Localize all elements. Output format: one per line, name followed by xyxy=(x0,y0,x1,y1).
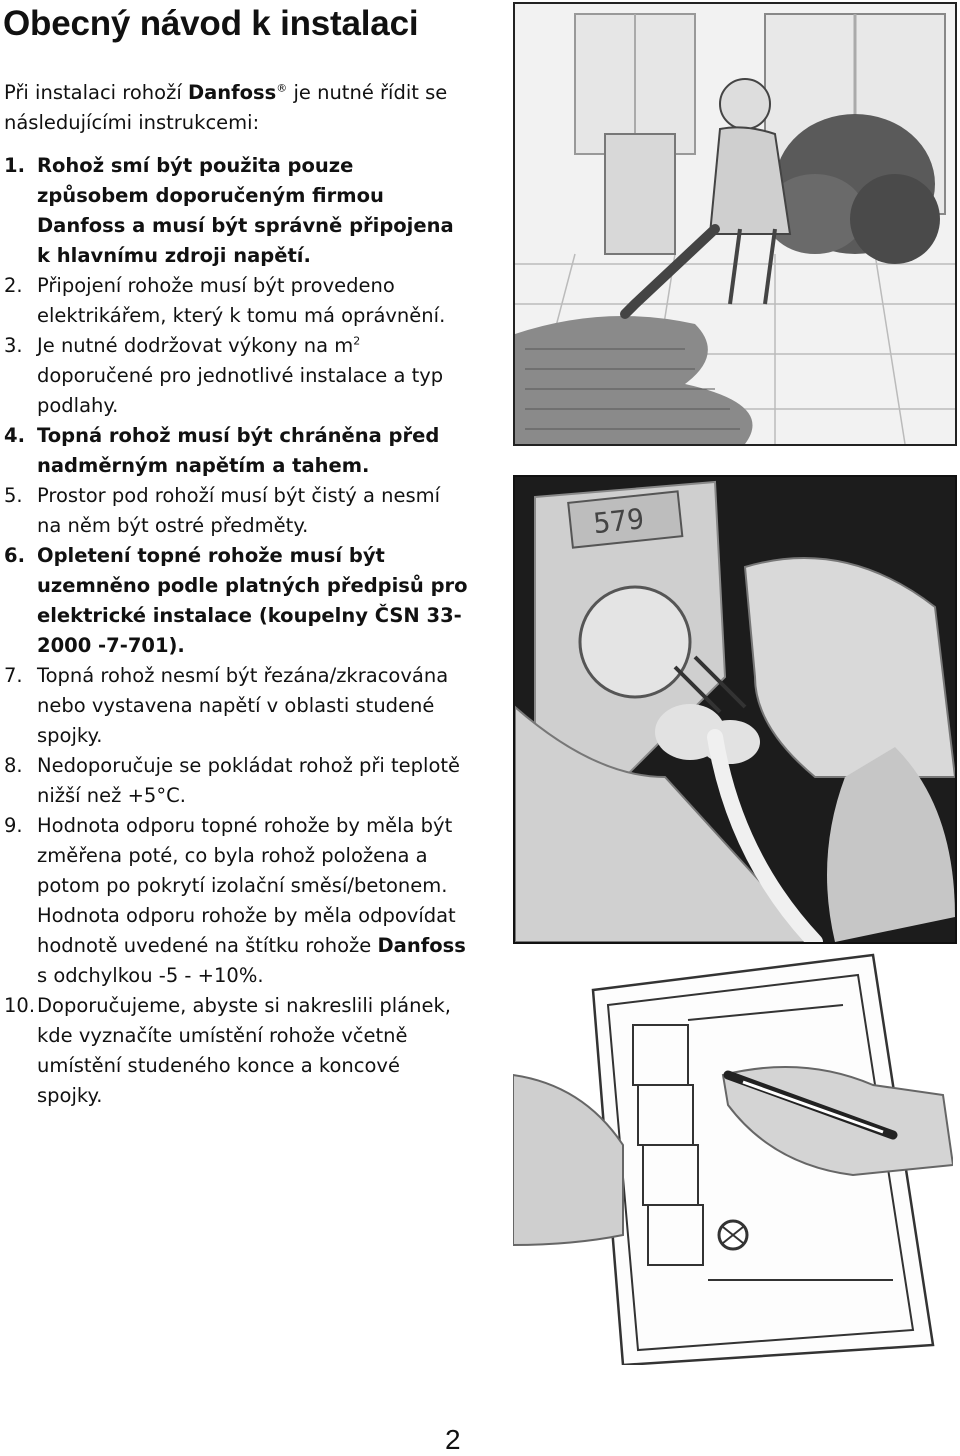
item-text: Prostor pod rohoží musí být čistý a nesmí na něm být ostré předměty. xyxy=(37,484,441,537)
floor-plan-drawing xyxy=(513,945,953,1365)
item-text: Opletení topné rohože musí být uzemněno podle platných předpisů pro elektrické instalace (koupelny ČSN 33-2000 -7-701). xyxy=(37,544,468,657)
intro-before: Při instalaci rohoží xyxy=(4,81,188,104)
item-number: 9. xyxy=(4,814,23,837)
item-number: 5. xyxy=(4,484,23,507)
item-number: 3. xyxy=(4,334,23,357)
meter-display-value: 579 xyxy=(591,502,646,541)
list-item xyxy=(0,541,470,661)
intro-after: je nutné řídit se následujícími instrukcemi: xyxy=(4,81,448,134)
list-item xyxy=(0,331,470,421)
list-item xyxy=(0,481,470,541)
multimeter-drawing xyxy=(515,477,955,942)
item-text: Topná rohož nesmí být řezána/zkracována nebo vystavena napětí v oblasti studené spojky. xyxy=(37,664,449,747)
list-item xyxy=(0,991,470,1111)
item-number: 1. xyxy=(4,154,25,177)
bathroom-illustration xyxy=(513,2,957,446)
list-item xyxy=(0,151,470,271)
item-number: 6. xyxy=(4,544,25,567)
item-number: 10. xyxy=(4,994,36,1017)
item-text: Je nutné dodržovat výkony na m xyxy=(37,334,354,357)
item-text: Doporučujeme, abyste si nakreslili plánek, kde vyznačíte umístění rohože včetně umístění studeného konce a koncové spojky. xyxy=(37,994,451,1107)
page-number: 2 xyxy=(445,1424,461,1455)
page-title: Obecný návod k instalaci xyxy=(3,4,419,43)
floor-plan-sketch xyxy=(513,945,953,1365)
item-text: Hodnota odporu topné rohože by měla být změřena poté, co byla rohož položena a potom po pokrytí izolační směsí/betonem. Hodnota odporu rohože by měla odpovídat hodnotě uvedené na štítku rohože xyxy=(37,814,456,957)
item-text-after: doporučené pro jednotlivé instalace a typ podlahy. xyxy=(37,364,444,417)
item-text: Topná rohož musí být chráněna před nadměrným napětím a tahem. xyxy=(37,424,440,477)
list-item xyxy=(0,421,470,481)
instructions-column xyxy=(0,78,470,1111)
instruction-list xyxy=(0,151,470,1111)
bathroom-drawing xyxy=(515,4,955,444)
list-item xyxy=(0,661,470,751)
item-text-after: s odchylkou -5 - +10%. xyxy=(37,964,264,987)
list-item xyxy=(0,271,470,331)
multimeter-photo xyxy=(513,475,957,944)
item-number: 2. xyxy=(4,274,23,297)
item-superscript: 2 xyxy=(353,334,361,348)
item-brand: Danfoss xyxy=(377,934,466,957)
list-item xyxy=(0,811,470,991)
item-number: 4. xyxy=(4,424,25,447)
registered-mark: ® xyxy=(276,81,288,95)
item-text: Připojení rohože musí být provedeno elektrikářem, který k tomu má oprávnění. xyxy=(37,274,446,327)
list-item xyxy=(0,751,470,811)
item-text: Nedoporučuje se pokládat rohož při teplotě nižší než +5°C. xyxy=(37,754,461,807)
intro-paragraph xyxy=(0,78,470,138)
item-text: Rohož smí být použita pouze způsobem doporučeným firmou Danfoss a musí být správně připojena k hlavnímu zdroji napětí. xyxy=(37,154,454,267)
intro-brand: Danfoss xyxy=(187,81,277,104)
item-number: 8. xyxy=(4,754,23,777)
item-number: 7. xyxy=(4,664,23,687)
